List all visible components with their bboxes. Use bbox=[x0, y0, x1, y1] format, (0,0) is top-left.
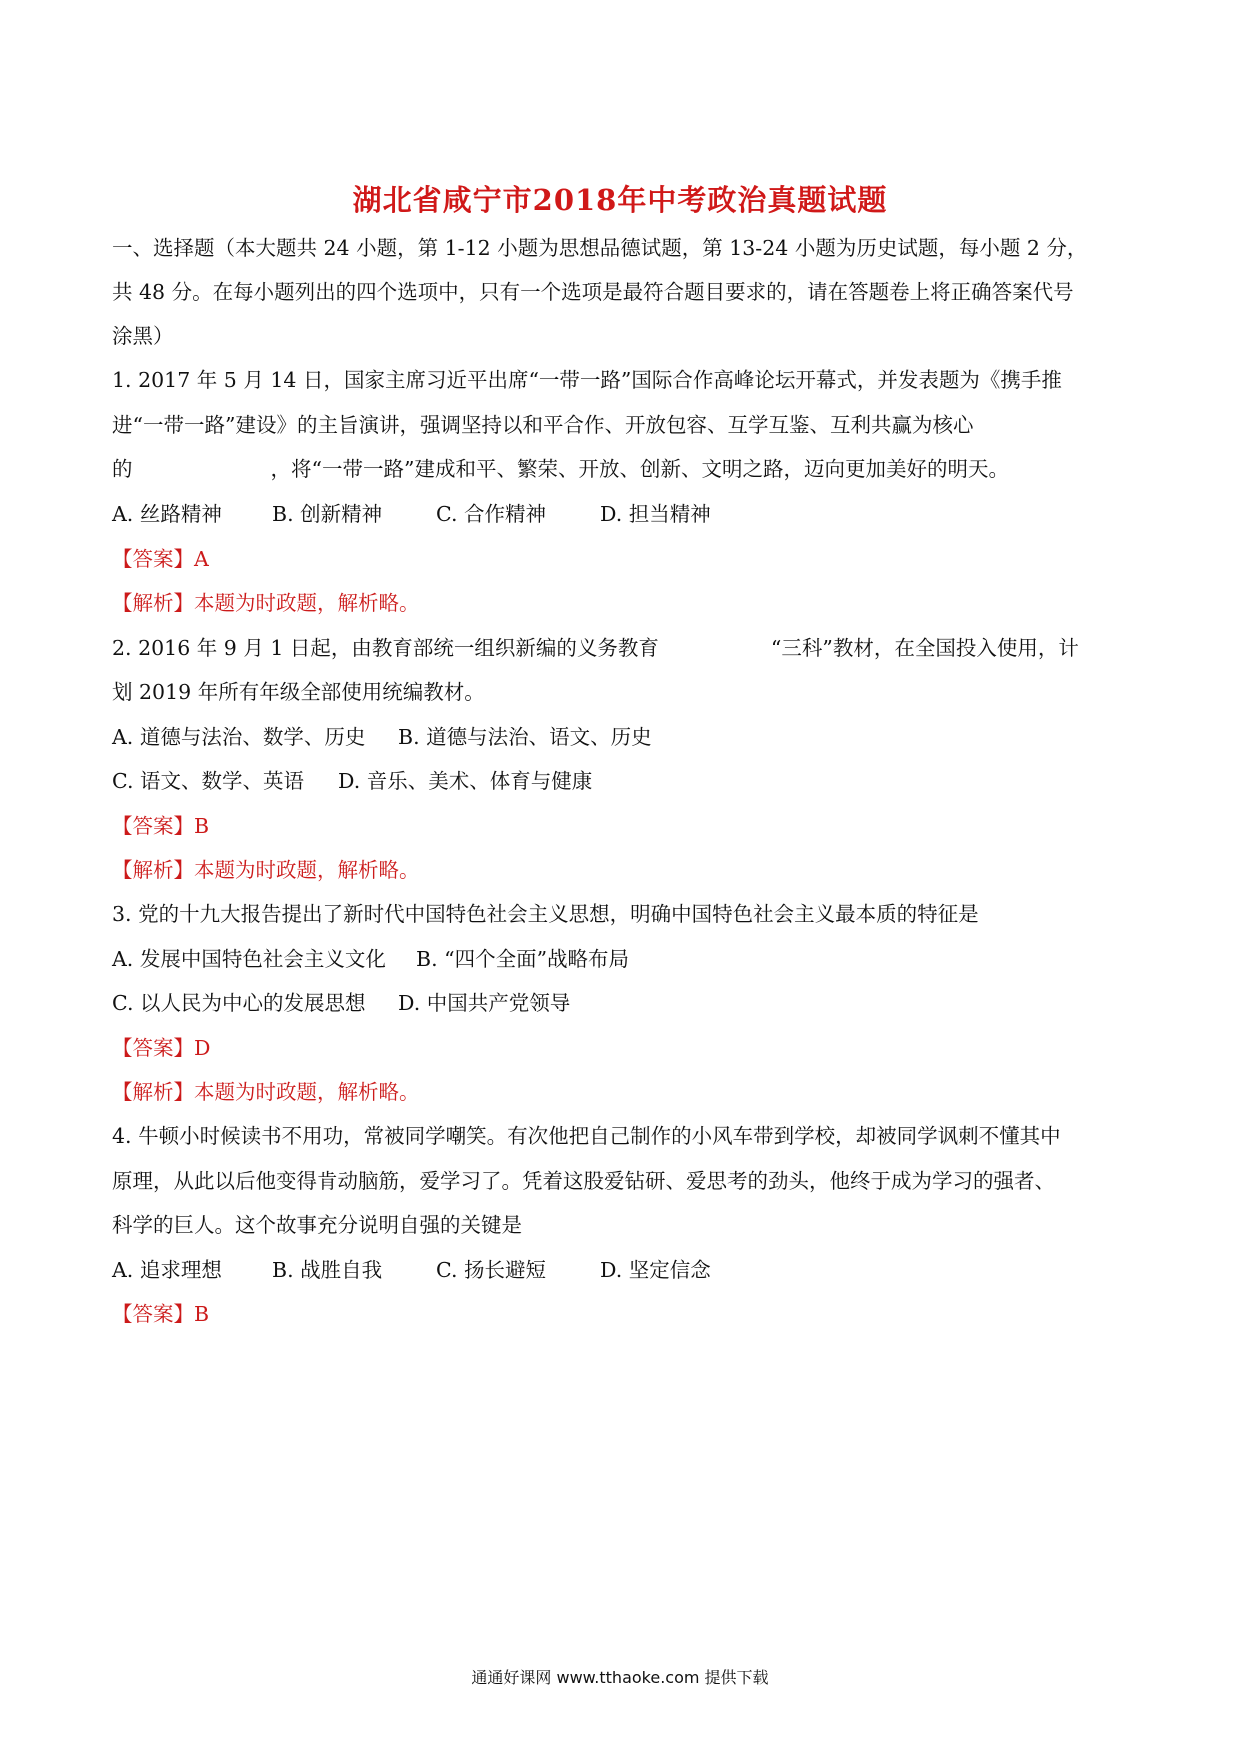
section-instructions-line-2: 共 48 分。在每小题列出的四个选项中，只有一个选项是最符合题目要求的，请在答题卷上将正确答案代号 bbox=[112, 280, 1074, 304]
q4-answer-value: B bbox=[194, 1302, 210, 1326]
q1-option-d: D. 担当精神 bbox=[600, 502, 711, 526]
q2-answer-label: 【答案】 bbox=[112, 814, 194, 838]
q2-stem-line-1 bbox=[112, 634, 1132, 662]
section-instructions-line-1: 一、选择题（本大题共 24 小题，第 1-12 小题为思想品德试题，第 13-24 小题为历史试题，每小题 2 分， bbox=[112, 236, 1088, 260]
q2-option-b: B. 道德与法治、语文、历史 bbox=[398, 725, 652, 749]
q3-options-row-2 bbox=[112, 989, 1132, 1017]
q3-answer bbox=[112, 1034, 1132, 1062]
q3-options-row-1 bbox=[112, 945, 1132, 973]
page-title: 湖北省咸宁市2018年中考政治真题试题 bbox=[352, 183, 888, 217]
q1-options bbox=[112, 500, 1132, 528]
q1-stem-line-3 bbox=[112, 455, 1132, 483]
q2-options-row-1 bbox=[112, 723, 1132, 751]
q4-option-d: D. 坚定信念 bbox=[600, 1258, 711, 1282]
q1-answer-label: 【答案】 bbox=[112, 547, 194, 571]
q1-option-c: C. 合作精神 bbox=[436, 502, 546, 526]
q1-answer bbox=[112, 545, 1132, 573]
q2-stem-line-2: 划 2019 年所有年级全部使用统编教材。 bbox=[112, 680, 485, 704]
q4-option-b: B. 战胜自我 bbox=[272, 1258, 383, 1282]
q3-option-b: B. “四个全面”战略布局 bbox=[416, 947, 630, 971]
q3-option-d: D. 中国共产党领导 bbox=[398, 991, 571, 1015]
q3-answer-value: D bbox=[194, 1036, 211, 1060]
q2-options-row-2 bbox=[112, 767, 1132, 795]
q2-option-c: C. 语文、数学、英语 bbox=[112, 769, 304, 793]
q2-option-d: D. 音乐、美术、体育与健康 bbox=[338, 769, 593, 793]
q2-analysis: 【解析】本题为时政题，解析略。 bbox=[112, 858, 420, 882]
q4-option-c: C. 扬长避短 bbox=[436, 1258, 546, 1282]
q2-answer bbox=[112, 812, 1132, 840]
q2-answer-value: B bbox=[194, 814, 210, 838]
q1-answer-value: A bbox=[194, 547, 209, 571]
page-footer: 通通好课网 www.tthaoke.com 提供下载 bbox=[471, 1668, 769, 1687]
q3-analysis: 【解析】本题为时政题，解析略。 bbox=[112, 1080, 420, 1104]
q4-option-a: A. 追求理想 bbox=[112, 1258, 222, 1282]
q4-stem-line-1: 4. 牛顿小时候读书不用功，常被同学嘲笑。有次他把自己制作的小风车带到学校，却被同学讽刺不懂其中 bbox=[112, 1124, 1061, 1148]
q4-stem-line-2: 原理，从此以后他变得肯动脑筋，爱学习了。凭着这股爱钻研、爱思考的劲头，他终于成为学习的强者、 bbox=[112, 1169, 1055, 1193]
q1-option-a: A. 丝路精神 bbox=[112, 502, 222, 526]
q1-option-b: B. 创新精神 bbox=[272, 502, 383, 526]
q3-answer-label: 【答案】 bbox=[112, 1036, 194, 1060]
q3-option-a: A. 发展中国特色社会主义文化 bbox=[112, 947, 386, 971]
q1-analysis: 【解析】本题为时政题，解析略。 bbox=[112, 591, 420, 615]
q2-stem-line-1-end: “三科”教材，在全国投入使用，计 bbox=[770, 636, 1079, 660]
q4-stem-line-3: 科学的巨人。这个故事充分说明自强的关键是 bbox=[112, 1213, 522, 1237]
section-instructions-line-3: 涂黑） bbox=[112, 324, 174, 348]
q1-stem-line-3-end: ，将“一带一路”建成和平、繁荣、开放、创新、文明之路，迈向更加美好的明天。 bbox=[270, 457, 1009, 481]
q4-options bbox=[112, 1256, 1132, 1284]
q2-option-a: A. 道德与法治、数学、历史 bbox=[112, 725, 366, 749]
q1-stem-line-2: 进“一带一路”建设》的主旨演讲，强调坚持以和平合作、开放包容、互学互鉴、互利共赢为核心 bbox=[112, 413, 974, 437]
q3-stem-line-1: 3. 党的十九大报告提出了新时代中国特色社会主义思想，明确中国特色社会主义最本质的特征是 bbox=[112, 902, 979, 926]
q1-stem-line-1: 1. 2017 年 5 月 14 日，国家主席习近平出席“一带一路”国际合作高峰论坛开幕式，并发表题为《携手推 bbox=[112, 368, 1062, 392]
q4-answer bbox=[112, 1300, 1132, 1328]
q4-answer-label: 【答案】 bbox=[112, 1302, 194, 1326]
q1-stem-line-3-start: 的 bbox=[112, 457, 133, 481]
q3-option-c: C. 以人民为中心的发展思想 bbox=[112, 991, 366, 1015]
q2-stem-line-1-start: 2. 2016 年 9 月 1 日起，由教育部统一组织新编的义务教育 bbox=[112, 636, 659, 660]
